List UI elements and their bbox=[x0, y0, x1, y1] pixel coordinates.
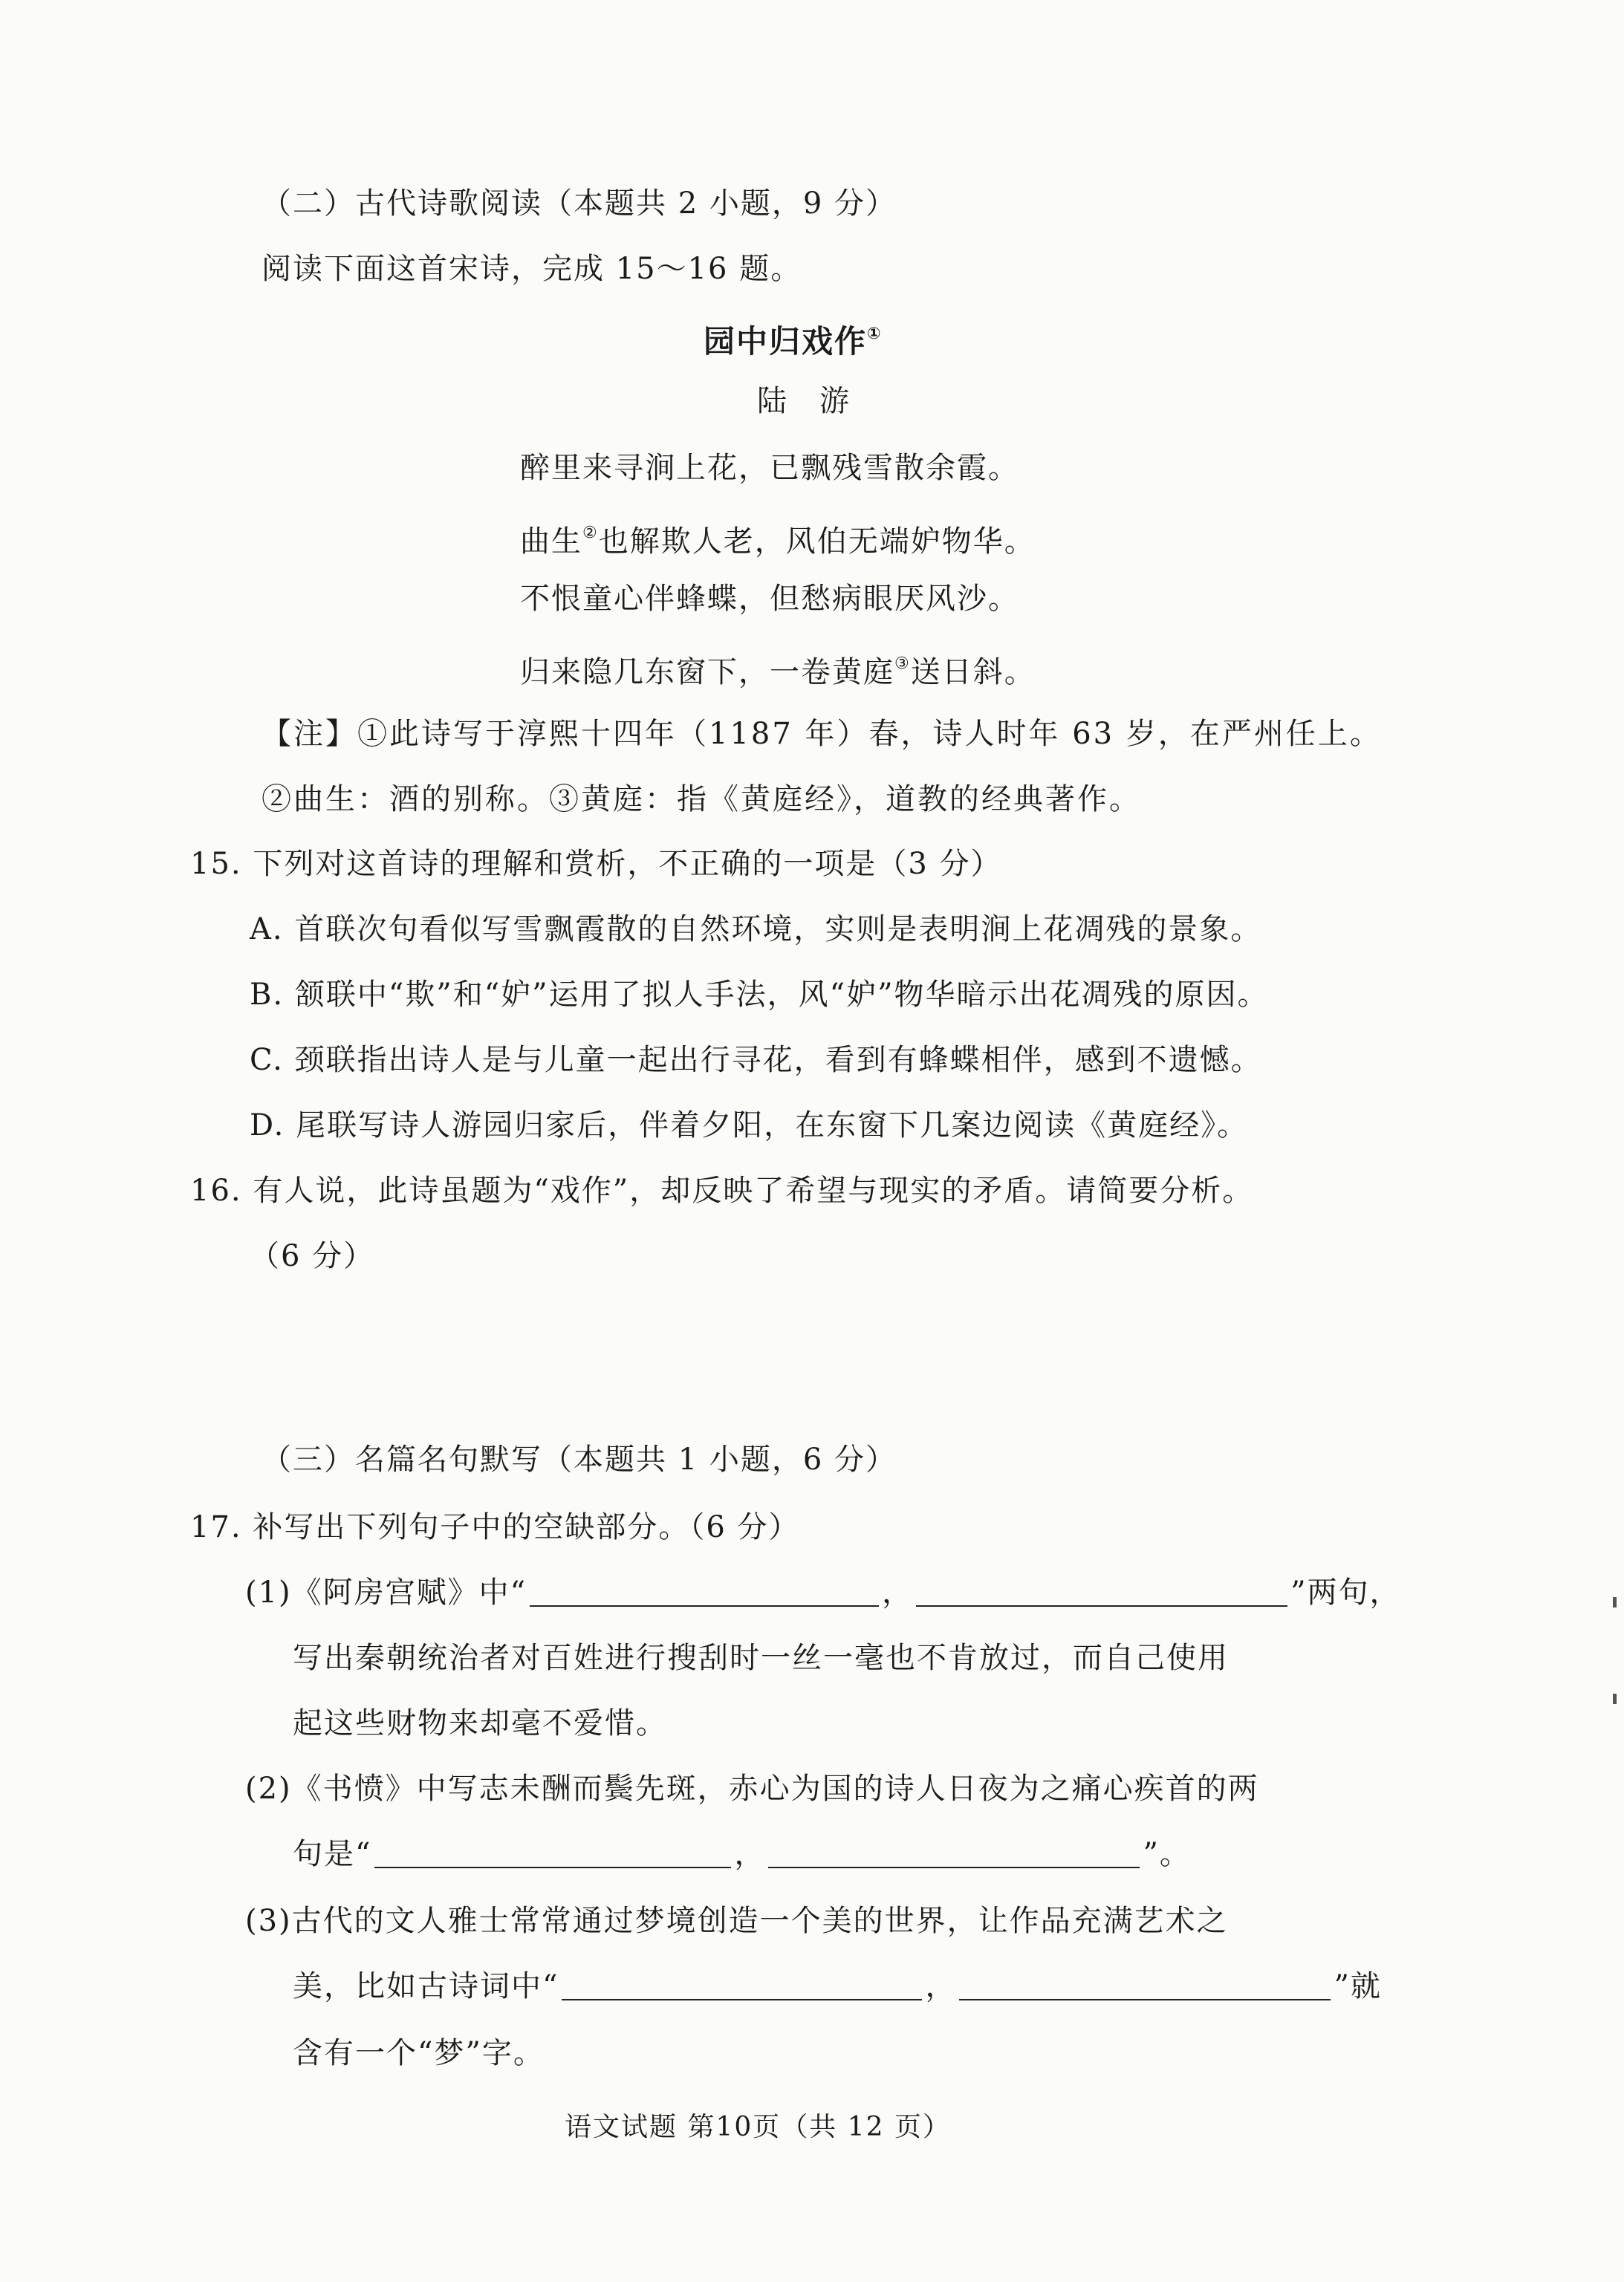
poem-title bbox=[704, 315, 883, 361]
section-header-poetry: （二）古代诗歌阅读（本题共 2 小题，9 分） bbox=[262, 186, 897, 221]
question-16-stem: 16. 有人说，此诗虽题为“戏作”，却反映了希望与现实的矛盾。请简要分析。 bbox=[190, 1174, 1254, 1208]
q17-p2-start: 句是“ bbox=[293, 1837, 372, 1871]
q17-p2-comma: ， bbox=[734, 1837, 766, 1871]
poem-line-3: 不恨童心伴蜂蝶，但愁病眼厌风沙。 bbox=[520, 582, 1019, 616]
poem-line-2-b: 也解欺人老，风伯无端妒物华。 bbox=[598, 524, 1036, 559]
notes-line-1: 【注】①此诗写于淳熙十四年（1187 年）春，诗人时年 63 岁，在严州任上。 bbox=[262, 717, 1382, 751]
question-15-option-c: C. 颈联指出诗人是与儿童一起出行寻花，看到有蜂蝶相伴，感到不遗憾。 bbox=[250, 1043, 1262, 1077]
question-15-option-a: A. 首联次句看似写雪飘霞散的自然环境，实则是表明涧上花凋残的景象。 bbox=[250, 912, 1262, 946]
question-16-score: （6 分） bbox=[250, 1239, 375, 1273]
question-15-stem: 15. 下列对这首诗的理解和赏析，不正确的一项是（3 分） bbox=[190, 847, 1002, 881]
q17-p1-start: (1)《阿房宫赋》中“ bbox=[245, 1576, 527, 1610]
question-17-part-3-line-1: (3)古代的文人雅士常常通过梦境创造一个美的世界，让作品充满艺术之 bbox=[245, 1904, 1228, 1938]
question-17-stem: 17. 补写出下列句子中的空缺部分。（6 分） bbox=[190, 1510, 800, 1544]
q17-p3-end: ”就 bbox=[1334, 1969, 1382, 2003]
q17-p1-blank-1[interactable] bbox=[530, 1580, 879, 1607]
q17-p1-comma: ， bbox=[882, 1576, 914, 1610]
poem-line-2 bbox=[520, 514, 1036, 561]
poem-line-4 bbox=[520, 645, 1036, 692]
question-17-part-1-line-1 bbox=[245, 1573, 1401, 1612]
q17-p2-end: ”。 bbox=[1143, 1837, 1191, 1871]
q17-p1-end: ”两句， bbox=[1290, 1576, 1401, 1610]
poem-title-note-mark: ① bbox=[867, 325, 883, 343]
poem-title-text: 园中归戏作 bbox=[704, 323, 868, 360]
poem-line-4-a: 归来隐几东窗下，一卷黄庭 bbox=[520, 655, 894, 689]
poem-line-1: 醉里来寻涧上花，已飘残雪散余霞。 bbox=[520, 451, 1019, 485]
poetry-intro: 阅读下面这首宋诗，完成 15～16 题。 bbox=[262, 252, 802, 286]
question-17-part-1-line-3: 起这些财物来却毫不爱惜。 bbox=[293, 1706, 667, 1740]
poem-line-4-b: 送日斜。 bbox=[910, 655, 1036, 689]
poem-line-2-a: 曲生 bbox=[520, 524, 582, 559]
question-15-option-d: D. 尾联写诗人游园归家后，伴着夕阳，在东窗下几案边阅读《黄庭经》。 bbox=[250, 1108, 1249, 1142]
question-17-part-3-line-2 bbox=[293, 1967, 1382, 2006]
q17-p2-blank-1[interactable] bbox=[374, 1841, 731, 1868]
q17-p3-comma: ， bbox=[925, 1969, 957, 2003]
scan-edge-mark-bottom bbox=[1613, 1694, 1617, 1704]
q17-p3-blank-2[interactable] bbox=[959, 1974, 1331, 2000]
poem-line-4-note-mark: ③ bbox=[894, 654, 911, 673]
question-17-part-2-line-1: (2)《书愤》中写志未酬而鬓先斑，赤心为国的诗人日夜为之痛心疾首的两 bbox=[245, 1772, 1259, 1806]
question-17-part-2-line-2 bbox=[293, 1835, 1191, 1873]
question-17-part-3-line-3: 含有一个“梦”字。 bbox=[293, 2036, 545, 2070]
q17-p3-start: 美，比如古诗词中“ bbox=[293, 1969, 559, 2003]
section-header-dictation: （三）名篇名句默写（本题共 1 小题，6 分） bbox=[262, 1443, 897, 1477]
q17-p2-blank-2[interactable] bbox=[768, 1841, 1140, 1868]
scan-edge-mark-top bbox=[1613, 1597, 1617, 1608]
question-17-part-1-line-2: 写出秦朝统治者对百姓进行搜刮时一丝一毫也不肯放过，而自己使用 bbox=[293, 1641, 1229, 1675]
question-15-option-b: B. 颔联中“欺”和“妒”运用了拟人手法，风“妒”物华暗示出花凋残的原因。 bbox=[250, 978, 1269, 1012]
poem-author: 陆 游 bbox=[757, 384, 851, 418]
notes-line-2: ②曲生：酒的别称。③黄庭：指《黄庭经》，道教的经典著作。 bbox=[262, 782, 1141, 816]
poem-line-2-note-mark: ② bbox=[582, 524, 599, 542]
page-footer: 语文试题 第10页（共 12 页） bbox=[565, 2112, 951, 2142]
q17-p1-blank-2[interactable] bbox=[916, 1580, 1287, 1607]
q17-p3-blank-1[interactable] bbox=[562, 1974, 922, 2000]
